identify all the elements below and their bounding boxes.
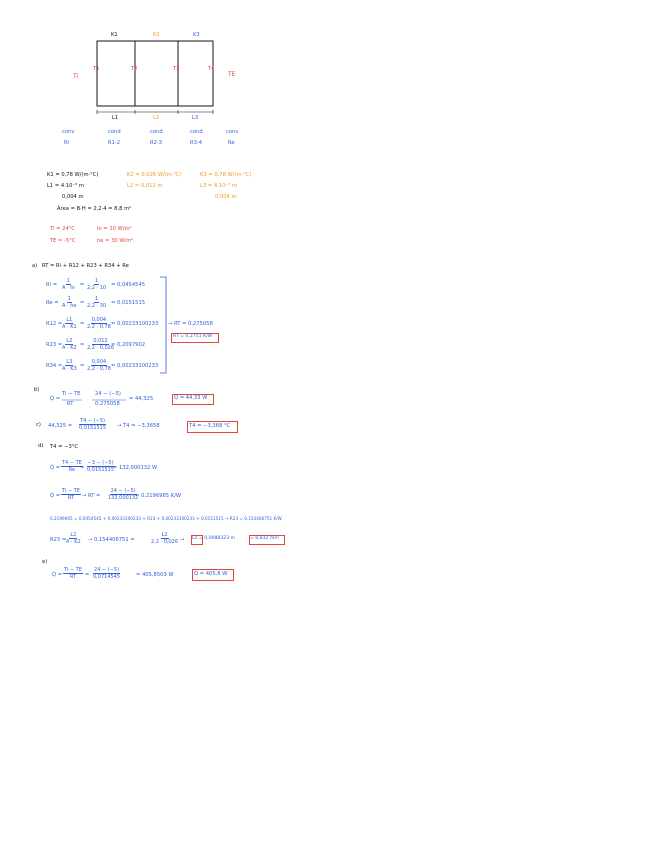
part-a-row-frac: [61, 296, 77, 309]
part-a-row-frac2: [86, 359, 112, 372]
given-l3: L3 = 4·10⁻³ m: [200, 183, 237, 189]
given-area: Área = B·H = 2,2·4 = 8,8 m²: [57, 206, 132, 212]
given-l1b: 0,004 m: [62, 194, 84, 200]
part-e-num2: 24 − (−5): [94, 567, 120, 573]
part-a-row-den2: 2,2 · 0,026: [87, 345, 115, 351]
part-a-row-frac: [61, 278, 76, 291]
part-d-r23-frac2: [150, 532, 179, 545]
sum-bracket: [160, 277, 166, 373]
part-d-eq1-lhs: Q̇ =: [50, 465, 61, 471]
part-b-num: Ti − TE: [62, 391, 81, 397]
part-d-r23-mid: → 0,154406751 =: [88, 537, 135, 543]
t1-label: T1: [93, 66, 100, 72]
part-a-row-lhs: R34 =: [46, 363, 63, 369]
part-d-answer: = 8,832 mm: [250, 536, 279, 541]
resistance-5: Re: [228, 140, 235, 146]
wall-outline: [97, 41, 213, 106]
equals-sign: =: [80, 321, 85, 327]
part-a-row-result: = 0,2097902: [111, 342, 146, 348]
t3-label: T3: [173, 66, 180, 72]
part-a-row-num2: 0,012: [93, 338, 108, 344]
part-d-eq2-den2: 132,000132: [108, 495, 139, 501]
part-a-row-frac2: [86, 296, 107, 309]
part-a-row-den: A · he: [62, 303, 77, 309]
given-hi: hi = 10 W/m²: [97, 226, 132, 232]
part-b-label: b): [34, 387, 40, 393]
part-a-row-den: A · K3: [62, 366, 77, 372]
part-a-row-frac: [61, 317, 78, 330]
given-l1: L1 = 4·10⁻³ m: [47, 183, 84, 189]
part-a-row-den: A · hi: [62, 285, 75, 291]
part-a-row-frac2: [86, 278, 107, 291]
part-e-den2: 0,0714545: [93, 574, 121, 580]
k1-label: K1: [111, 32, 118, 38]
part-a-row-num2: 0,004: [91, 359, 107, 365]
part-e-lhs: Q̇ =: [52, 572, 63, 578]
part-a-row-den2: 2,2 · 30: [87, 303, 107, 309]
equals-sign: =: [80, 465, 85, 471]
part-d-eq1-num2: −3 − (−5): [87, 460, 114, 466]
part-d-eq1-den2: 0,0151515: [87, 467, 115, 473]
part-d-eq1-frac2: [86, 460, 115, 473]
part-a-answer: RT = 0,2751 K/W: [173, 334, 213, 339]
equals-sign: =: [80, 282, 85, 288]
part-b-den: RT: [67, 401, 74, 407]
resistance-2: R1-2: [108, 140, 121, 146]
part-d-r23-frac: [65, 532, 82, 545]
part-c-result: → T4 = −3,3658: [117, 423, 160, 429]
part-d-eq1-result: = 132,000132 W: [113, 465, 158, 471]
part-c-answer: T4 = −3,368 °C: [189, 423, 231, 429]
te-label: TE: [228, 71, 236, 78]
part-a-row-den2: 2,2 · 0,78: [87, 324, 111, 330]
part-d-r23-den: A · K2: [66, 539, 81, 545]
resistance-1: Ri: [64, 140, 70, 146]
part-a-row-result: = 0,0151515: [111, 300, 146, 306]
part-a-row-den: A · K2: [62, 345, 77, 351]
given-k1: K1 = 0,78 W/(m·°C): [47, 172, 99, 178]
part-c-num: T4 − (−5): [80, 418, 105, 424]
given-te: TE = -5°C: [50, 238, 76, 244]
part-a-row-num: 1: [66, 278, 70, 284]
part-a-sum: RT = Ri + R12 + R23 + R34 + Re: [42, 263, 129, 269]
part-a-row-lhs: R23 =: [46, 342, 63, 348]
l2-label: L2: [153, 115, 160, 121]
part-b-result: = 44,325: [129, 396, 154, 402]
part-d-eq2-frac: [61, 488, 81, 501]
mode-2: cond: [108, 129, 121, 135]
equals-sign: =: [80, 342, 85, 348]
l1-label: L1: [112, 115, 119, 121]
part-d-eq2-lhs: Q̇ =: [50, 493, 61, 499]
equals-sign: =: [85, 572, 90, 578]
part-a-row-den2: 2,2 · 10: [87, 285, 107, 291]
mode-4: cond: [190, 129, 203, 135]
part-c-lhs: 44,325 =: [48, 423, 73, 429]
part-a-row-lhs: Re =: [46, 300, 59, 306]
part-c-den: 0,0151515: [79, 425, 107, 431]
part-d-r23-lhs: R23 =: [50, 537, 67, 543]
part-b-answer: Q̇ = 44,33 W: [174, 395, 208, 401]
part-a-row-den: A · K1: [62, 324, 77, 330]
part-d-r23-arrow: →: [180, 537, 185, 543]
part-a-label: a): [32, 263, 38, 269]
part-d-label: d): [38, 443, 44, 449]
part-a-row-num2: 1: [94, 278, 99, 284]
part-d-r23-den2: 2,2 · 0,026: [151, 539, 179, 545]
part-a-row-num: L2: [66, 338, 73, 344]
part-d-r23-result: L2 = 0,0088323 m: [192, 536, 236, 541]
part-c-label: c): [36, 422, 41, 428]
equals-sign: =: [80, 363, 85, 369]
part-a-row-result: = 0,0454545: [111, 282, 146, 288]
part-d-eq1-num: T4 − TE: [62, 460, 82, 466]
part-c-fraction: [78, 418, 107, 431]
part-a-row-result: = 0,00233100233: [111, 321, 159, 327]
part-a-row-num2: 1: [94, 296, 99, 302]
given-he: he = 30 W/m²: [97, 238, 134, 244]
part-e-frac: [63, 567, 83, 580]
part-a-total: → RT = 0,275058: [168, 321, 213, 327]
part-a-row-lhs: Ri =: [46, 282, 58, 288]
part-d-sum-line: 0,2196965 = 0,0454545 + 0,00233100233 + R23 + 0,00233100233 + 0,0151515 → R23 = 0,154406751 K/W: [50, 516, 282, 521]
part-b-lhs: Q̇ =: [50, 396, 61, 402]
part-a-row-num: L3: [66, 359, 73, 365]
part-e-label: e): [42, 559, 48, 565]
part-d-eq2-num2: 24 − (−5): [110, 488, 136, 494]
given-ti: Ti = 24°C: [50, 226, 75, 232]
part-d-r23-num: L2: [70, 532, 77, 538]
given-k3: K3 = 0,78 W/(m·°C): [200, 172, 252, 178]
k3-label: K3: [193, 32, 200, 38]
part-a-row-num2: 0,004: [91, 317, 107, 323]
ti-label: Ti: [73, 73, 79, 80]
equals-sign: =: [80, 300, 85, 306]
resistance-3: R2-3: [150, 140, 163, 146]
part-e-frac2: [92, 567, 121, 580]
l3-label: L3: [192, 115, 199, 121]
t2-label: T2: [131, 66, 138, 72]
k2-label: K2: [153, 32, 160, 38]
part-a-row-den2: 2,2 · 0,78: [87, 366, 111, 372]
mode-1: conv: [62, 129, 75, 135]
part-d-r23-num2: L2: [161, 532, 168, 538]
part-b-mid-num: 24 − (−5): [95, 391, 121, 397]
given-l3b: 0,004 m: [215, 194, 237, 200]
given-l2: L2 = 0,012 m: [127, 183, 163, 189]
part-a-row-frac: [61, 359, 78, 372]
part-e-num: Ti − TE: [64, 567, 82, 573]
mode-3: cond: [150, 129, 163, 135]
part-a-row-result: = 0,00233100233: [111, 363, 159, 369]
part-e-den: RT: [69, 574, 77, 580]
part-b-mid-den: 0,275058: [95, 401, 120, 407]
given-k2: K2 = 0,026 W/(m·°C): [127, 172, 182, 178]
resistance-4: R3-4: [190, 140, 203, 146]
part-d-eq2-result: = 0,2196965 K/W: [135, 493, 181, 499]
part-a-row-num: L1: [66, 317, 73, 323]
part-a-row-frac2: [86, 317, 112, 330]
part-a-row-frac: [61, 338, 78, 351]
part-a-row-num: 1: [67, 296, 71, 302]
part-d-eq2-den: RT: [67, 495, 75, 501]
part-d-given: T4 = −3°C: [50, 444, 78, 450]
t4-label: T4: [208, 66, 215, 72]
part-e-answer: Q̇ = 405,8 W: [194, 571, 228, 577]
mode-5: conv: [226, 129, 239, 135]
part-a-row-lhs: R12 =: [46, 321, 63, 327]
part-d-eq1-den: Re: [68, 467, 76, 473]
part-d-eq2-mid: → RT =: [82, 493, 101, 499]
part-e-result: = 405,8503 W: [136, 572, 174, 578]
part-d-eq2-num: Ti − TE: [62, 488, 80, 494]
